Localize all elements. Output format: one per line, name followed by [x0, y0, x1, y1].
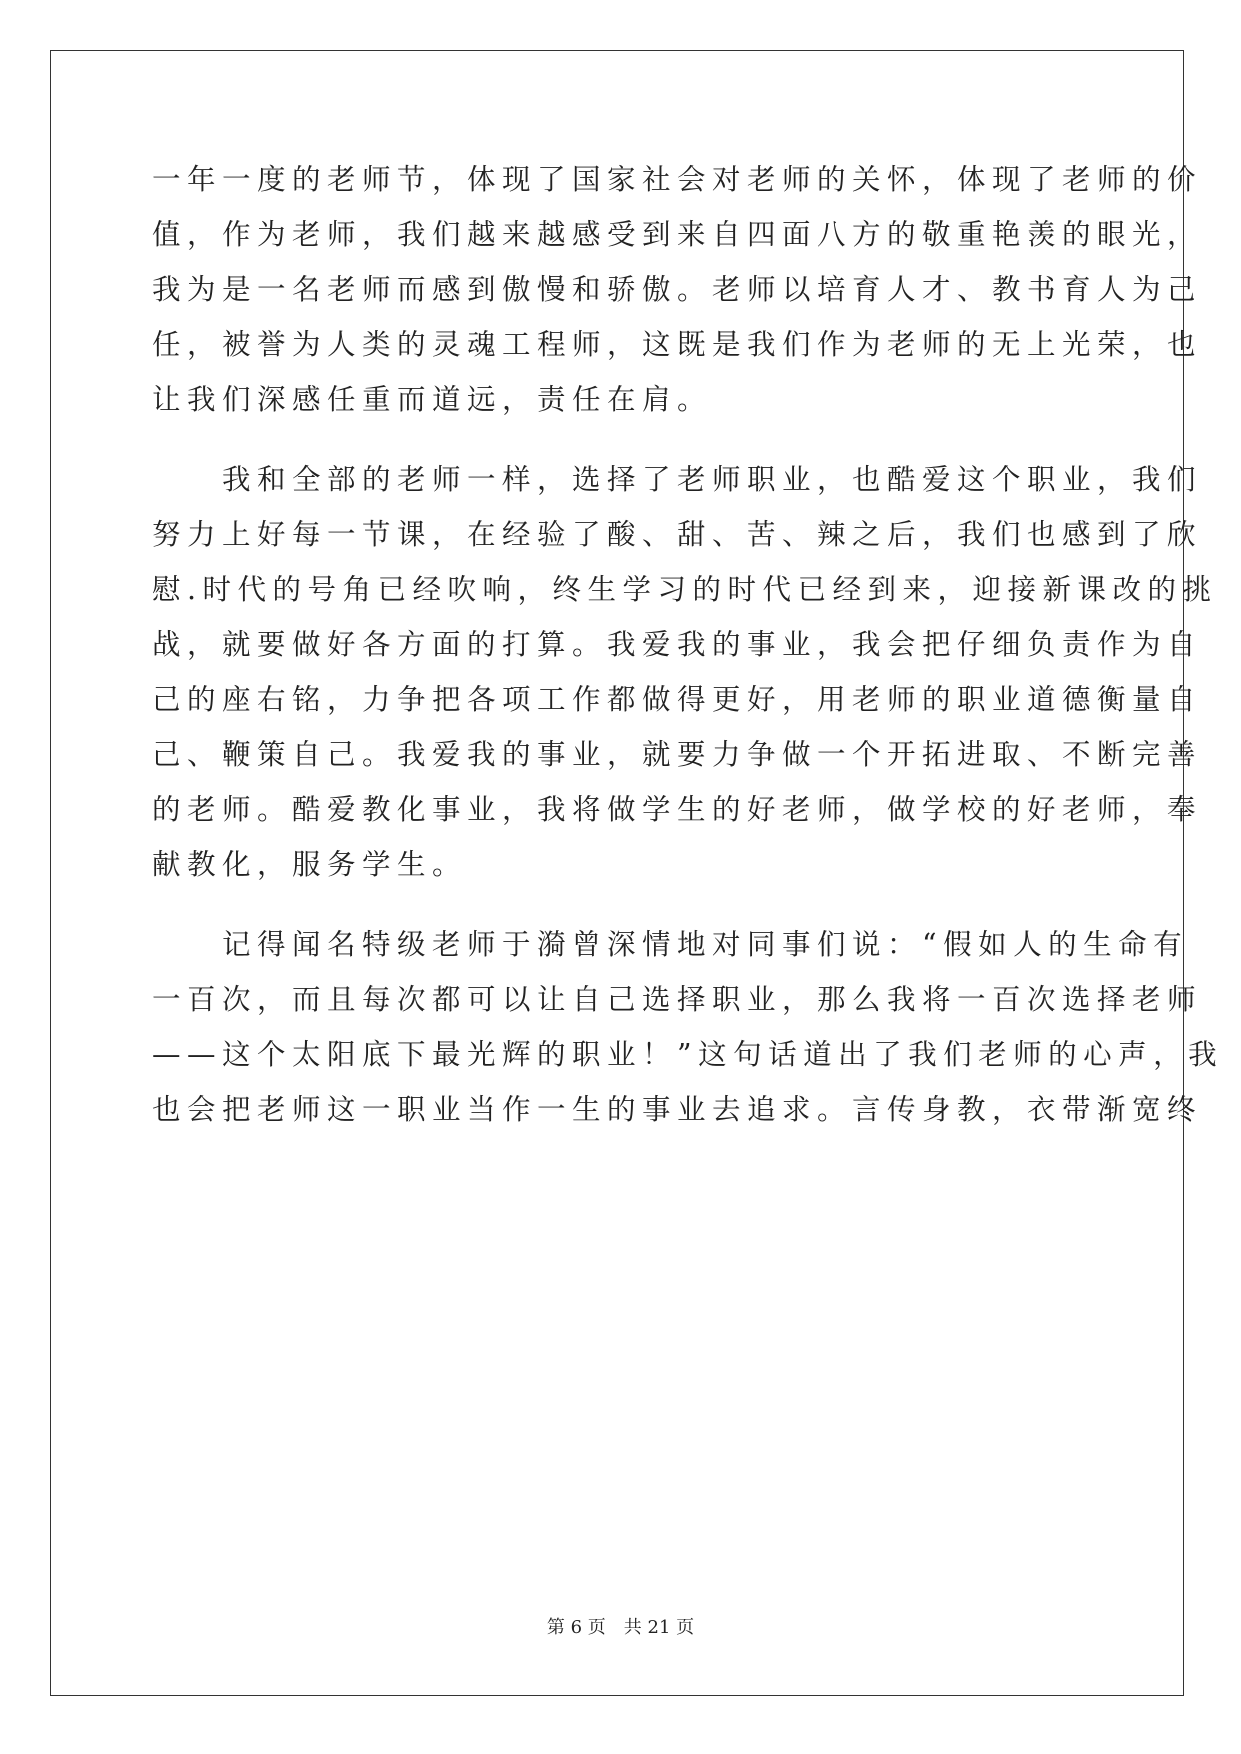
- text-line: 的老师。酷爱教化事业，我将做学生的好老师，做学校的好老师，奉: [152, 793, 1203, 826]
- text-line: 努力上好每一节课，在经验了酸、甜、苦、辣之后，我们也感到了欣: [152, 518, 1203, 551]
- text-line: 一百次，而且每次都可以让自己选择职业，那么我将一百次选择老师: [152, 983, 1203, 1016]
- text-line: 战，就要做好各方面的打算。我爱我的事业，我会把仔细负责作为自: [152, 628, 1203, 661]
- text-line: 我为是一名老师而感到傲慢和骄傲。老师以培育人才、教书育人为己: [152, 273, 1203, 306]
- text-line: 己的座右铭，力争把各项工作都做得更好，用老师的职业道德衡量自: [152, 683, 1203, 716]
- page-total: 共 21 页: [623, 1617, 695, 1638]
- paragraph-start-line: 我和全部的老师一样，选择了老师职业，也酷爱这个职业，我们: [152, 463, 1203, 496]
- text-line: 己、鞭策自己。我爱我的事业，就要力争做一个开拓进取、不断完善: [152, 738, 1203, 771]
- text-line: 献教化，服务学生。: [152, 848, 468, 881]
- text-line: ——这个太阳底下最光辉的职业！”这句话道出了我们老师的心声，我: [152, 1038, 1224, 1071]
- text-line: 慰.时代的号角已经吹响，终生学习的时代已经到来，迎接新课改的挑: [152, 573, 1218, 606]
- page-number: 第 6 页: [546, 1617, 606, 1638]
- paragraph-start-line: 记得闻名特级老师于漪曾深情地对同事们说：“假如人的生命有: [152, 928, 1189, 961]
- text-line: 任，被誉为人类的灵魂工程师，这既是我们作为老师的无上光荣，也: [152, 328, 1203, 361]
- text-line: 也会把老师这一职业当作一生的事业去追求。言传身教，衣带渐宽终: [152, 1093, 1203, 1126]
- text-line: 一年一度的老师节，体现了国家社会对老师的关怀，体现了老师的价: [152, 163, 1203, 196]
- text-line: 让我们深感任重而道远，责任在肩。: [152, 383, 713, 416]
- text-line: 值，作为老师，我们越来越感受到来自四面八方的敬重艳羡的眼光，: [152, 218, 1203, 251]
- page-footer: [0, 1616, 1241, 1640]
